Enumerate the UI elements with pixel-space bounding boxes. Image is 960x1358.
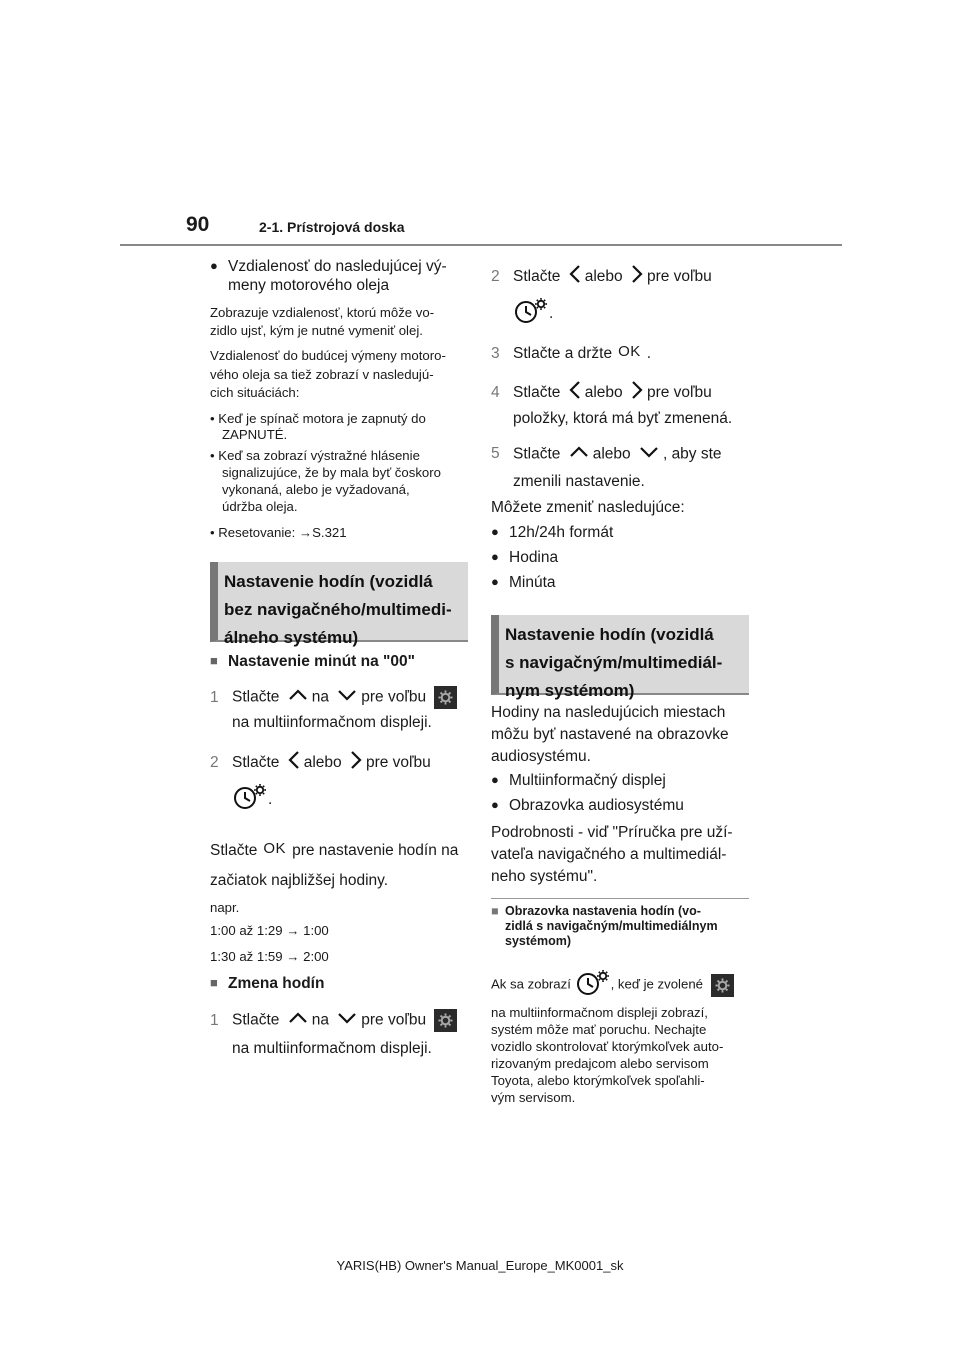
step-text: alebo	[584, 267, 623, 285]
example-2: 1:30 až 1:59 → 2:00	[210, 949, 329, 964]
step-text: Stlačte a držte	[513, 345, 613, 362]
box-line: Nastavenie hodín (vozidlá	[505, 625, 714, 644]
clock-settings-icon	[232, 782, 268, 818]
r-subheading-line: systémom)	[505, 934, 571, 948]
step-number: 3	[491, 345, 500, 362]
r-can-change: Môžete zmeniť nasledujúce:	[491, 499, 685, 516]
page-number: 90	[186, 213, 210, 236]
r-subheading: ■ Obrazovka nastavenia hodín (vo- zidlá s navigačným/multimediálnym systémom)	[491, 904, 718, 948]
r-clock-line	[513, 296, 553, 332]
chevron-right-icon	[631, 264, 643, 290]
clock-line	[232, 782, 272, 818]
step-text: Stlačte	[513, 267, 561, 285]
chevron-left-icon	[569, 264, 581, 290]
r-list-item: ● Obrazovka audiosystému	[491, 797, 684, 816]
r-text-1c: audiosystému.	[491, 748, 591, 765]
period: .	[268, 790, 273, 808]
ok-instruction-cont: začiatok najbližšej hodiny.	[210, 872, 389, 889]
list-item-1a: • Keď je spínač motora je zapnutý do	[210, 411, 426, 426]
step-number: 1	[210, 688, 219, 706]
r-note-line5: rizovaným predajcom alebo servisom	[491, 1056, 709, 1071]
step-number: 5	[491, 445, 500, 463]
step-text: .	[646, 345, 652, 362]
r-step-3	[491, 343, 651, 364]
clock-settings-icon	[513, 296, 549, 332]
r-text-2c: neho systému".	[491, 868, 598, 885]
chevron-up-icon	[569, 445, 589, 464]
r-note-line2: na multiinformačnom displeji zobrazí,	[491, 1005, 708, 1020]
subheading-minutes: ■ Nastavenie minút na "00"	[210, 653, 415, 672]
step-number: 2	[491, 267, 500, 285]
step-text: Stlačte	[232, 753, 280, 771]
oil-text-2a: Vzdialenosť do budúcej výmeny motoro-	[210, 348, 446, 363]
r-note-line6: Toyota, alebo ktorýmkoľvek spoľahli-	[491, 1073, 705, 1088]
oil-text-2c: cich situáciách:	[210, 385, 300, 400]
gear-icon	[711, 974, 734, 997]
step-number: 1	[210, 1011, 219, 1029]
r-step-2	[491, 264, 712, 290]
step-text: alebo	[303, 753, 342, 771]
note-text: , keď je zvolené	[610, 976, 703, 992]
r-note-line3: systém môže mať poruchu. Nechajte	[491, 1022, 707, 1037]
oil-text-1b: zidlo ujsť, kým je nutné vymeniť olej.	[210, 323, 423, 338]
divider	[491, 898, 749, 899]
r-step-4-cont: položky, ktorá má byť zmenená.	[513, 410, 733, 427]
chevron-down-icon	[337, 688, 357, 707]
r-list-item: ● Multiinformačný displej	[491, 772, 666, 791]
note-text: Ak sa zobrazí	[491, 976, 571, 992]
r-text-2b: vateľa navigačného a multimediál-	[491, 846, 727, 863]
chevron-down-icon	[639, 445, 659, 464]
r-list-item: ● Minúta	[491, 574, 556, 593]
clock-settings-icon	[575, 968, 611, 1003]
step-text: Stlačte	[513, 383, 561, 401]
box-line: bez navigačného/multimedi-	[224, 600, 452, 619]
step-text: pre nastavenie hodín na	[292, 842, 459, 859]
list-item-2b: signalizujúce, že by mala byť čoskoro	[222, 465, 441, 480]
header-divider	[120, 244, 842, 246]
step-text: na	[311, 688, 329, 706]
period: .	[549, 304, 554, 322]
step-text: alebo	[592, 445, 631, 463]
chevron-right-icon	[631, 380, 643, 406]
step-text: alebo	[584, 383, 623, 401]
step-text: Stlačte	[232, 688, 280, 706]
ok-icon: OK	[263, 840, 287, 857]
gear-icon	[434, 686, 457, 709]
r-step-5-cont: zmenili nastavenie.	[513, 473, 645, 490]
step-2	[210, 750, 431, 776]
step-text: , aby ste	[662, 445, 722, 463]
footer-text: YARIS(HB) Owner's Manual_Europe_MK0001_sk	[336, 1258, 624, 1273]
oil-distance-heading-cont: meny motorového oleja	[228, 277, 390, 294]
step-text: Stlačte	[232, 1011, 280, 1029]
section-box-no-nav	[210, 562, 468, 647]
r-text-1b: môžu byť nastavené na obrazovke	[491, 726, 729, 743]
box-line: s navigačným/multimediál-	[505, 653, 723, 672]
oil-text-1a: Zobrazuje vzdialenosť, ktorú môže vo-	[210, 305, 435, 320]
step-text: na	[311, 1011, 329, 1029]
box-line: nym systémom)	[505, 681, 635, 700]
r-step-4	[491, 380, 712, 406]
step-1	[210, 686, 457, 709]
chevron-up-icon	[288, 688, 308, 707]
step-text: pre voľbu	[361, 1011, 427, 1029]
step-3-cont: na multiinformačnom displeji.	[232, 1040, 432, 1057]
box-line: álneho systému)	[224, 628, 359, 647]
step-text: Stlačte	[210, 842, 258, 859]
chevron-up-icon	[288, 1011, 308, 1030]
r-note-line1	[491, 968, 734, 1003]
chevron-left-icon	[569, 380, 581, 406]
list-item-2c: vykonaná, alebo je vyžadovaná,	[222, 482, 410, 497]
section-box-with-nav	[491, 615, 749, 700]
ok-instruction	[210, 840, 458, 861]
oil-distance-heading: ● Vzdialenosť do nasledujúcej vý-	[210, 258, 447, 277]
step-text: Stlačte	[513, 445, 561, 463]
step-3	[210, 1009, 457, 1032]
square-bullet-icon: ■	[491, 904, 499, 918]
step-text: pre voľbu	[646, 267, 712, 285]
chevron-right-icon	[350, 750, 362, 776]
step-number: 4	[491, 383, 500, 401]
step-1-cont: na multiinformačnom displeji.	[232, 714, 432, 731]
oil-text-2b: vého oleja sa tiež zobrazí v nasledujú-	[210, 367, 434, 382]
r-list-item: ● Hodina	[491, 549, 558, 568]
r-note-line4: vozidlo skontrolovať ktorýmkoľvek auto-	[491, 1039, 724, 1054]
r-list-item: ● 12h/24h formát	[491, 524, 613, 543]
example-label: napr.	[210, 900, 240, 915]
step-text: pre voľbu	[365, 753, 431, 771]
gear-icon	[434, 1009, 457, 1032]
list-item-3: • Resetovanie: →S.321	[210, 525, 347, 540]
list-item-2a: • Keď sa zobrazí výstražné hlásenie	[210, 448, 420, 463]
chevron-down-icon	[337, 1011, 357, 1030]
r-subheading-line: zidlá s navigačným/multimediálnym	[505, 919, 718, 933]
subheading-change-clock: ■ Zmena hodín	[210, 975, 324, 994]
r-note-line7: vým servisom.	[491, 1090, 576, 1105]
r-text-2a: Podrobnosti - viď "Príručka pre uží-	[491, 824, 733, 841]
r-text-1a: Hodiny na nasledujúcich miestach	[491, 704, 726, 721]
r-step-5	[491, 445, 722, 464]
step-text: pre voľbu	[646, 383, 712, 401]
list-item-2d: údržba oleja.	[222, 499, 298, 514]
section-title: 2-1. Prístrojová doska	[259, 219, 405, 235]
box-line: Nastavenie hodín (vozidlá	[224, 572, 433, 591]
example-1: 1:00 až 1:29 → 1:00	[210, 923, 329, 938]
chevron-left-icon	[288, 750, 300, 776]
ok-icon: OK	[618, 343, 641, 360]
step-number: 2	[210, 753, 219, 771]
list-item-1b: ZAPNUTÉ.	[222, 427, 288, 442]
step-text: pre voľbu	[361, 688, 427, 706]
